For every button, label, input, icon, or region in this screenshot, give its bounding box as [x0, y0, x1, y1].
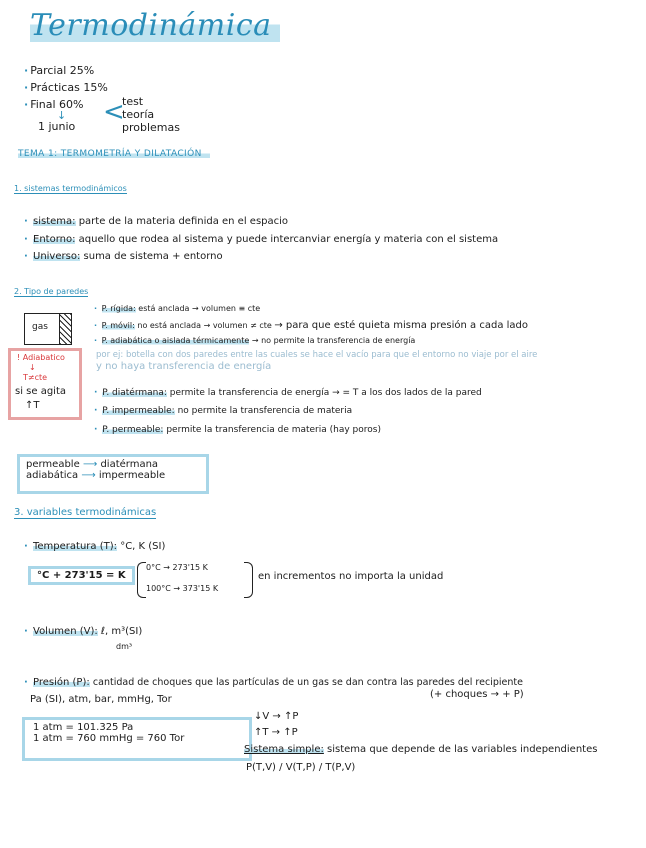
- term-permeable: P. permeable:: [102, 425, 164, 435]
- term-universo: Universo:: [33, 251, 81, 262]
- pressure-line: [24, 677, 523, 688]
- def-permeable: permite la transferencia de materia (hay poros): [166, 425, 381, 435]
- item-entorno: [24, 234, 498, 245]
- def-rigida: está anclada → volumen ≡ cte: [138, 304, 261, 313]
- def-adiabatica: → no permite la transferencia de energía: [251, 336, 416, 345]
- final-part-teoria: teoría: [122, 108, 155, 121]
- item-sistema: [24, 216, 288, 227]
- item-universo: [24, 251, 223, 262]
- relation-2: ↑T → ↑P: [254, 727, 298, 738]
- wall-hatch: [59, 314, 71, 344]
- final-part-test: test: [122, 95, 144, 108]
- def-sistema: parte de la materia definida en el espacio: [78, 216, 289, 227]
- page-title: Termodinámica: [30, 8, 280, 45]
- right-brace: [244, 562, 253, 598]
- pair-b-2: impermeable: [98, 470, 166, 481]
- term-impermeable: P. impermeable:: [102, 406, 175, 416]
- conv-100c: 100°C → 373'15 K: [146, 584, 219, 593]
- example-line-1: por ej: botella con dos paredes entre las cuales se hace el vacío para que el entorno no viaje por el aire: [96, 350, 538, 360]
- temp-units: °C, K (SI): [120, 541, 166, 552]
- wall-adiabatica: [94, 336, 415, 345]
- tema-heading: TEMA 1: TERMOMETRÍA Y DILATACIÓN: [18, 149, 210, 159]
- down-arrow-icon: ↓: [57, 109, 67, 122]
- section-1-heading: 1. sistemas termodinámicos: [14, 184, 127, 193]
- term-rigida: P. rígida:: [101, 304, 136, 313]
- grading-practicas: · Prácticas 15%: [24, 81, 108, 94]
- wall-movil: [94, 320, 528, 331]
- term-sistema: sistema:: [33, 216, 76, 227]
- pres-units: Pa (SI), atm, bar, mmHg, Tor: [30, 694, 172, 705]
- grading-parcial: · Parcial 25%: [24, 64, 94, 77]
- def-movil: no está anclada → volumen ≠ cte: [137, 321, 272, 330]
- atm-line-1: 1 atm = 101.325 Pa: [33, 722, 134, 733]
- relation-1: ↓V → ↑P: [254, 711, 299, 722]
- wall-permeable: [94, 425, 381, 435]
- simple-system-line: [244, 744, 597, 755]
- final-date: 1 junio: [38, 120, 76, 133]
- arrow-right-icon: ⟶: [81, 470, 99, 481]
- adiabatic-note-box: [8, 348, 82, 420]
- def-impermeable: no permite la transferencia de materia: [177, 406, 353, 416]
- temperature-line: [24, 541, 165, 552]
- simple-text: sistema que depende de las variables independientes: [327, 744, 598, 755]
- arrow-right-icon: ⟶: [82, 459, 101, 470]
- def-entorno: aquello que rodea al sistema y puede intercanviar energía y materia con el sistema: [78, 234, 499, 245]
- pres-label: Presión (P):: [33, 677, 90, 688]
- adiabatic-up-t: ↑T: [25, 400, 40, 411]
- adiabatic-line: T≠cte: [23, 373, 48, 382]
- conv-0c: 0°C → 273'15 K: [146, 563, 208, 572]
- wall-impermeable: [94, 406, 352, 416]
- left-brace: [137, 562, 146, 598]
- simple-label: Sistema simple:: [244, 744, 324, 755]
- vol-sub: dm³: [116, 642, 133, 651]
- vol-units: ℓ, m³(SI): [100, 626, 143, 637]
- vol-label: Volumen (V):: [33, 626, 98, 637]
- pairs-box: [17, 454, 209, 494]
- simple-funcs: P(T,V) / V(T,P) / T(P,V): [246, 762, 356, 773]
- pair-b-1: diatérmana: [100, 459, 159, 470]
- gas-wall-diagram: [24, 313, 72, 345]
- final-part-problemas: problemas: [122, 121, 180, 134]
- adiabatic-title: ! Adiabatico: [17, 353, 65, 362]
- term-adiabatica: P. adiabática o aislada térmicamente: [101, 336, 250, 345]
- conv-note: en incrementos no importa la unidad: [258, 571, 444, 582]
- wall-rigida: [94, 304, 260, 313]
- volume-line: [24, 626, 142, 637]
- atm-box: [22, 717, 252, 761]
- gas-label: gas: [32, 322, 48, 332]
- grading-final: · Final 60%: [24, 98, 84, 111]
- atm-line-2: 1 atm = 760 mmHg = 760 Tor: [33, 733, 185, 744]
- term-movil: P. móvil:: [101, 321, 135, 330]
- example-line-2: y no haya transferencia de energía: [96, 361, 272, 372]
- left-angle-arrow-icon: <: [103, 97, 125, 127]
- def-diatermana: permite la transferencia de energía → = T a los dos lados de la pared: [169, 388, 482, 398]
- section-3-heading: 3. variables termodinámicas: [14, 507, 157, 518]
- temp-label: Temperatura (T):: [33, 541, 117, 552]
- pres-text: cantidad de choques que las partículas de un gas se dan contra las paredes del recipiente: [92, 677, 523, 688]
- pair-row-2: [26, 470, 200, 481]
- def-universo: suma de sistema + entorno: [83, 251, 223, 262]
- term-diatermana: P. diatérmana:: [102, 388, 167, 398]
- extra-movil: → para que esté quieta misma presión a cada lado: [274, 320, 529, 331]
- wall-diatermana: [94, 388, 482, 398]
- pair-row-1: [26, 459, 200, 470]
- adiabatic-agita: si se agita: [15, 386, 67, 397]
- pair-a-1: permeable: [26, 459, 80, 470]
- down-arrow-icon: ↓: [29, 363, 36, 372]
- temp-formula-box: °C + 273'15 = K: [28, 566, 135, 585]
- section-2-heading: 2. Tipo de paredes: [14, 287, 89, 296]
- term-entorno: Entorno:: [33, 234, 76, 245]
- pair-a-2: adiabática: [26, 470, 79, 481]
- pres-note: (+ choques → + P): [430, 689, 524, 700]
